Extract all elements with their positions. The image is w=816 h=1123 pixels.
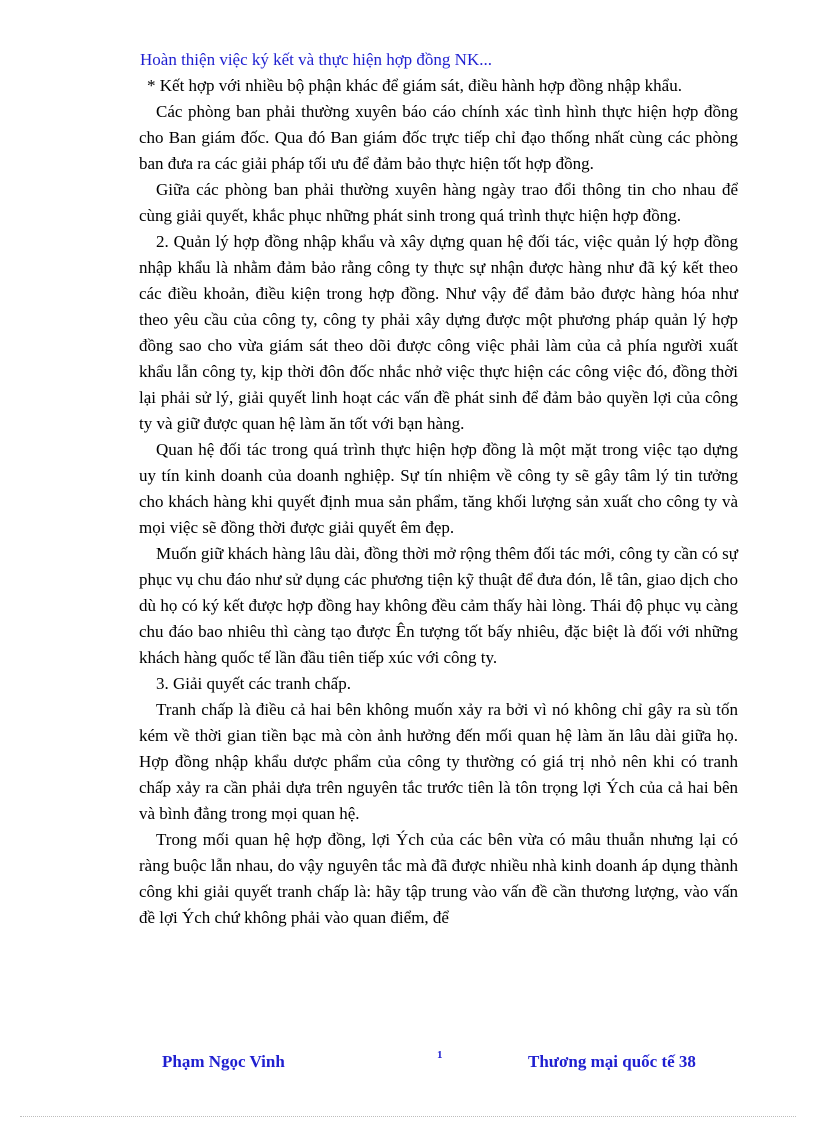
paragraph: Muốn giữ khách hàng lâu dài, đồng thời mở rộng thêm đối tác mới, công ty cần có sự phục vụ chu đáo như sử dụng các phương tiện kỹ thuật để đưa đón, lễ tân, giao dịch cho dù họ có ký kết được hợp đồng hay không đều cảm thấy hài lòng. Thái độ phục vụ càng chu đáo bao nhiêu thì càng tạo được Ên tượng tốt bấy nhiêu, đặc biệt là đối với những khách hàng quốc tế lần đầu tiên tiếp xúc với công ty. <box>139 544 738 667</box>
paragraph: Giữa các phòng ban phải thường xuyên hàng ngày trao đổi thông tin cho nhau để cùng giải quyết, khắc phục những phát sinh trong quá trình thực hiện hợp đồng. <box>139 180 738 225</box>
footer-author: Phạm Ngọc Vinh <box>162 1052 285 1071</box>
section-heading: 3. Giải quyết các tranh chấp. <box>156 674 351 693</box>
paragraph: Quan hệ đối tác trong quá trình thực hiện hợp đồng là một mặt trong việc tạo dựng uy tín kinh doanh của doanh nghiệp. Sự tín nhiệm về công ty sẽ gây tâm lý tin tưởng cho khách hàng khi quyết định mua sản phẩm, tăng khối lượng sản xuất cho công ty và mọi việc sẽ đồng thời được giải quyết êm đẹp. <box>139 440 738 537</box>
page-footer <box>0 1049 816 1082</box>
paragraph: 2. Quản lý hợp đồng nhập khẩu và xây dựng quan hệ đối tác, việc quản lý hợp đồng nhập khẩu là nhằm đảm bảo rằng công ty thực sự nhận được hàng như đã ký kết theo các điều khoản, điều kiện trong hợp đồng. Như vậy để đảm bảo được hàng hóa như theo yêu cầu của công ty, công ty phải xây dựng được một phương pháp quản lý hợp đồng sao cho vừa giám sát theo dõi được công việc phải làm của cả phía người xuất khẩu lẫn công ty, kịp thời đôn đốc nhắc nhở việc thực hiện các công việc đó, đồng thời lại phải sử lý, giải quyết linh hoạt các vấn đề phát sinh để đảm bảo quyền lợi của công ty và giữ được quan hệ làm ăn tốt với bạn hàng. <box>139 232 738 433</box>
document-header-title: Hoàn thiện việc ký kết và thực hiện hợp đồng NK... <box>140 50 492 69</box>
paragraph: * Kết hợp với nhiều bộ phận khác để giám sát, điều hành hợp đồng nhập khẩu. <box>147 76 682 95</box>
document-body <box>139 73 738 931</box>
footer-course: Thương mại quốc tế 38 <box>528 1052 696 1071</box>
paragraph: Tranh chấp là điều cả hai bên không muốn xảy ra bởi vì nó không chỉ gây ra sù tốn kém về thời gian tiền bạc mà còn ảnh hưởng đến mối quan hệ làm ăn lâu dài giữa họ. Hợp đồng nhập khẩu dược phẩm của công ty thường có giá trị nhỏ nên khi có tranh chấp xảy ra cần phải dựa trên nguyên tắc trước tiên là tôn trọng lợi Ých của cả hai bên và bình đẳng trong mọi quan hệ. <box>139 700 738 823</box>
page-bottom-rule <box>20 1116 796 1117</box>
page-number: 1 <box>437 1049 443 1061</box>
paragraph: Các phòng ban phải thường xuyên báo cáo chính xác tình hình thực hiện hợp đồng cho Ban giám đốc. Qua đó Ban giám đốc trực tiếp chỉ đạo thống nhất cùng các phòng ban đưa ra các giải pháp tối ưu để đảm bảo thực hiện tốt hợp đồng. <box>139 102 738 173</box>
paragraph: Trong mối quan hệ hợp đồng, lợi Ých của các bên vừa có mâu thuẫn nhưng lại có ràng buộc lẫn nhau, do vậy nguyên tắc mà đã được nhiều nhà kinh doanh áp dụng thành công khi giải quyết tranh chấp là: hãy tập trung vào vấn đề cần thương lượng, vào vấn đề lợi Ých chứ không phải vào quan điểm, để <box>139 830 738 927</box>
